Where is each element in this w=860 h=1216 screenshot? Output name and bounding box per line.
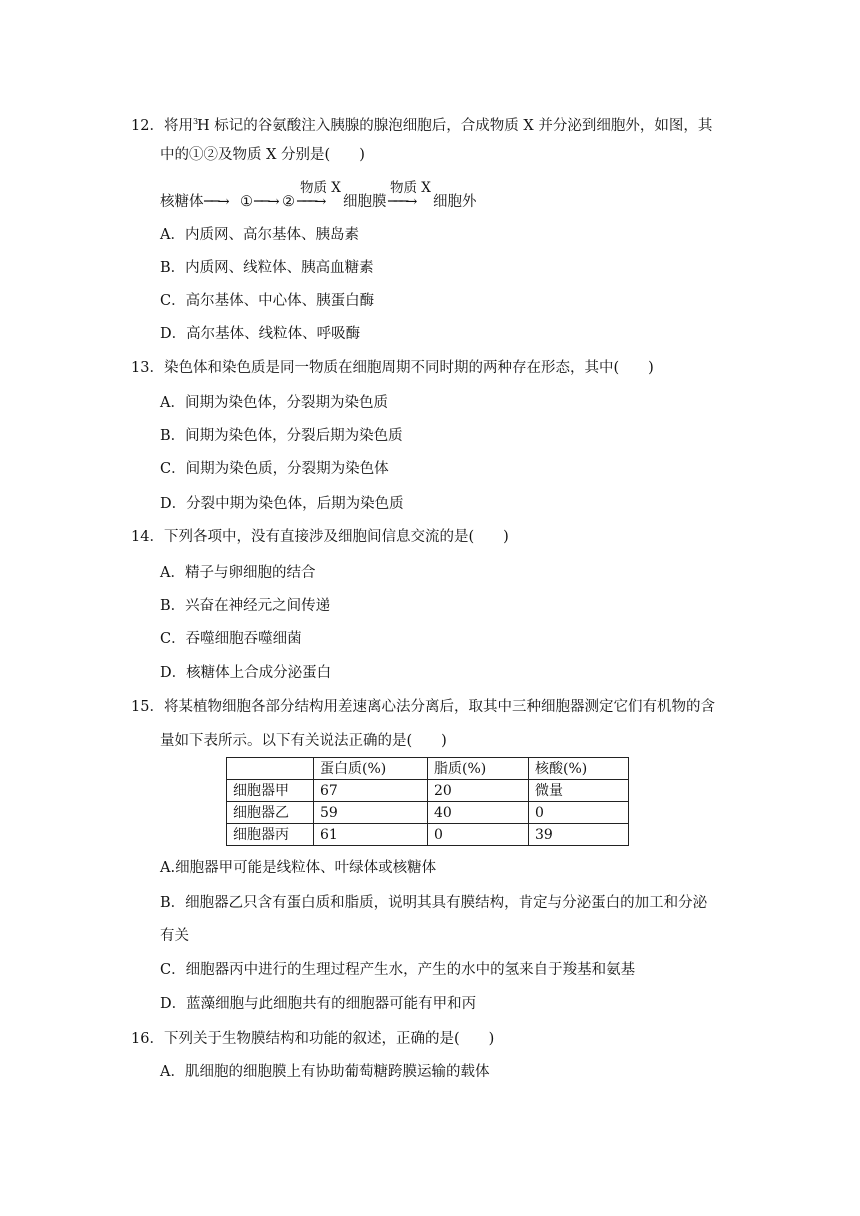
- q12-stem-line2: 中的①②及物质 X 分别是( ): [160, 147, 365, 163]
- q14-option-d: D．核糖体上合成分泌蛋白: [160, 665, 332, 681]
- q12-option-d: D．高尔基体、线粒体、呼吸酶: [160, 326, 361, 342]
- table-cell: 40: [428, 802, 529, 824]
- q15-option-b-line1: B．细胞器乙只含有蛋白质和脂质，说明其具有膜结构，肯定与分泌蛋白的加工和分泌: [160, 895, 708, 911]
- table-header-cell: 核酸(%): [529, 758, 629, 780]
- table-row: [227, 824, 629, 846]
- flow-arrow-3: ───→: [297, 194, 324, 210]
- flow-label-substance-x-1: 物质 X: [300, 180, 341, 196]
- q12-stem-line1: 12．将用$^3$H 标记的谷氨酸注入胰腺的腺泡细胞后，合成物质 X 并分泌到细胞外，如图，其: [131, 117, 713, 134]
- table-cell: 细胞器甲: [227, 780, 314, 802]
- q14-option-b: B．兴奋在神经元之间传递: [160, 598, 331, 614]
- q15-option-b-line2: 有关: [160, 928, 189, 944]
- q15-option-d: D．蓝藻细胞与此细胞共有的细胞器可能有甲和丙: [160, 996, 477, 1012]
- table-cell: 细胞器丙: [227, 824, 314, 846]
- q15-stem-line2: 量如下表所示。以下有关说法正确的是( ): [160, 733, 447, 749]
- flow-cell-membrane: 细胞膜: [343, 194, 387, 210]
- table-cell: 0: [428, 824, 529, 846]
- table-header-cell: 脂质(%): [428, 758, 529, 780]
- table-header-cell: 蛋白质(%): [314, 758, 428, 780]
- q15-option-c: C．细胞器丙中进行的生理过程产生水，产生的水中的氢来自于羧基和氨基: [160, 962, 636, 978]
- table-cell: 39: [529, 824, 629, 846]
- q13-stem: 13．染色体和染色质是同一物质在细胞周期不同时期的两种存在形态，其中( ): [131, 360, 654, 376]
- flow-ribosome: 核糖体: [160, 194, 204, 210]
- q13-option-d: D．分裂中期为染色体，后期为染色质: [160, 496, 404, 512]
- table-header-row: [227, 758, 629, 780]
- flow-outside-cell: 细胞外: [433, 194, 477, 210]
- flow-arrow-2: ──→: [254, 194, 278, 210]
- q13-option-a: A．间期为染色体，分裂期为染色质: [160, 395, 388, 411]
- flow-arrow-4: ───→: [388, 194, 415, 210]
- table-cell: 67: [314, 780, 428, 802]
- q13-option-c: C．间期为染色质，分裂期为染色体: [160, 461, 389, 477]
- table-cell: 微量: [529, 780, 629, 802]
- q14-stem: 14．下列各项中，没有直接涉及细胞间信息交流的是( ): [131, 529, 509, 545]
- table-cell: 61: [314, 824, 428, 846]
- q14-option-c: C．吞噬细胞吞噬细菌: [160, 631, 302, 647]
- q12-option-a: A．内质网、高尔基体、胰岛素: [160, 227, 359, 243]
- q13-option-b: B．间期为染色体，分裂后期为染色质: [160, 428, 403, 444]
- organelle-composition-table: [226, 757, 629, 846]
- q15-stem-line1: 15．将某植物细胞各部分结构用差速离心法分离后，取其中三种细胞器测定它们有机物的含: [131, 699, 715, 715]
- q16-option-a: A．肌细胞的细胞膜上有协助葡萄糖跨膜运输的载体: [160, 1064, 490, 1080]
- isotope-superscript: 3: [192, 117, 199, 126]
- q15-option-a: A.细胞器甲可能是线粒体、叶绿体或核糖体: [160, 860, 437, 876]
- q12-option-c: C．高尔基体、中心体、胰蛋白酶: [160, 293, 375, 309]
- flow-node-1: ①: [240, 194, 253, 210]
- q16-stem: 16．下列关于生物膜结构和功能的叙述，正确的是( ): [131, 1031, 495, 1047]
- q12-option-b: B．内质网、线粒体、胰高血糖素: [160, 260, 374, 276]
- flow-label-substance-x-2: 物质 X: [390, 180, 431, 196]
- flow-arrow-1: ──→: [204, 194, 228, 210]
- table-row: [227, 802, 629, 824]
- table-cell: 0: [529, 802, 629, 824]
- table-header-cell: [227, 758, 314, 780]
- table-row: [227, 780, 629, 802]
- table-cell: 细胞器乙: [227, 802, 314, 824]
- q14-option-a: A．精子与卵细胞的结合: [160, 565, 316, 581]
- table-cell: 59: [314, 802, 428, 824]
- flow-node-2: ②: [282, 194, 295, 210]
- table-cell: 20: [428, 780, 529, 802]
